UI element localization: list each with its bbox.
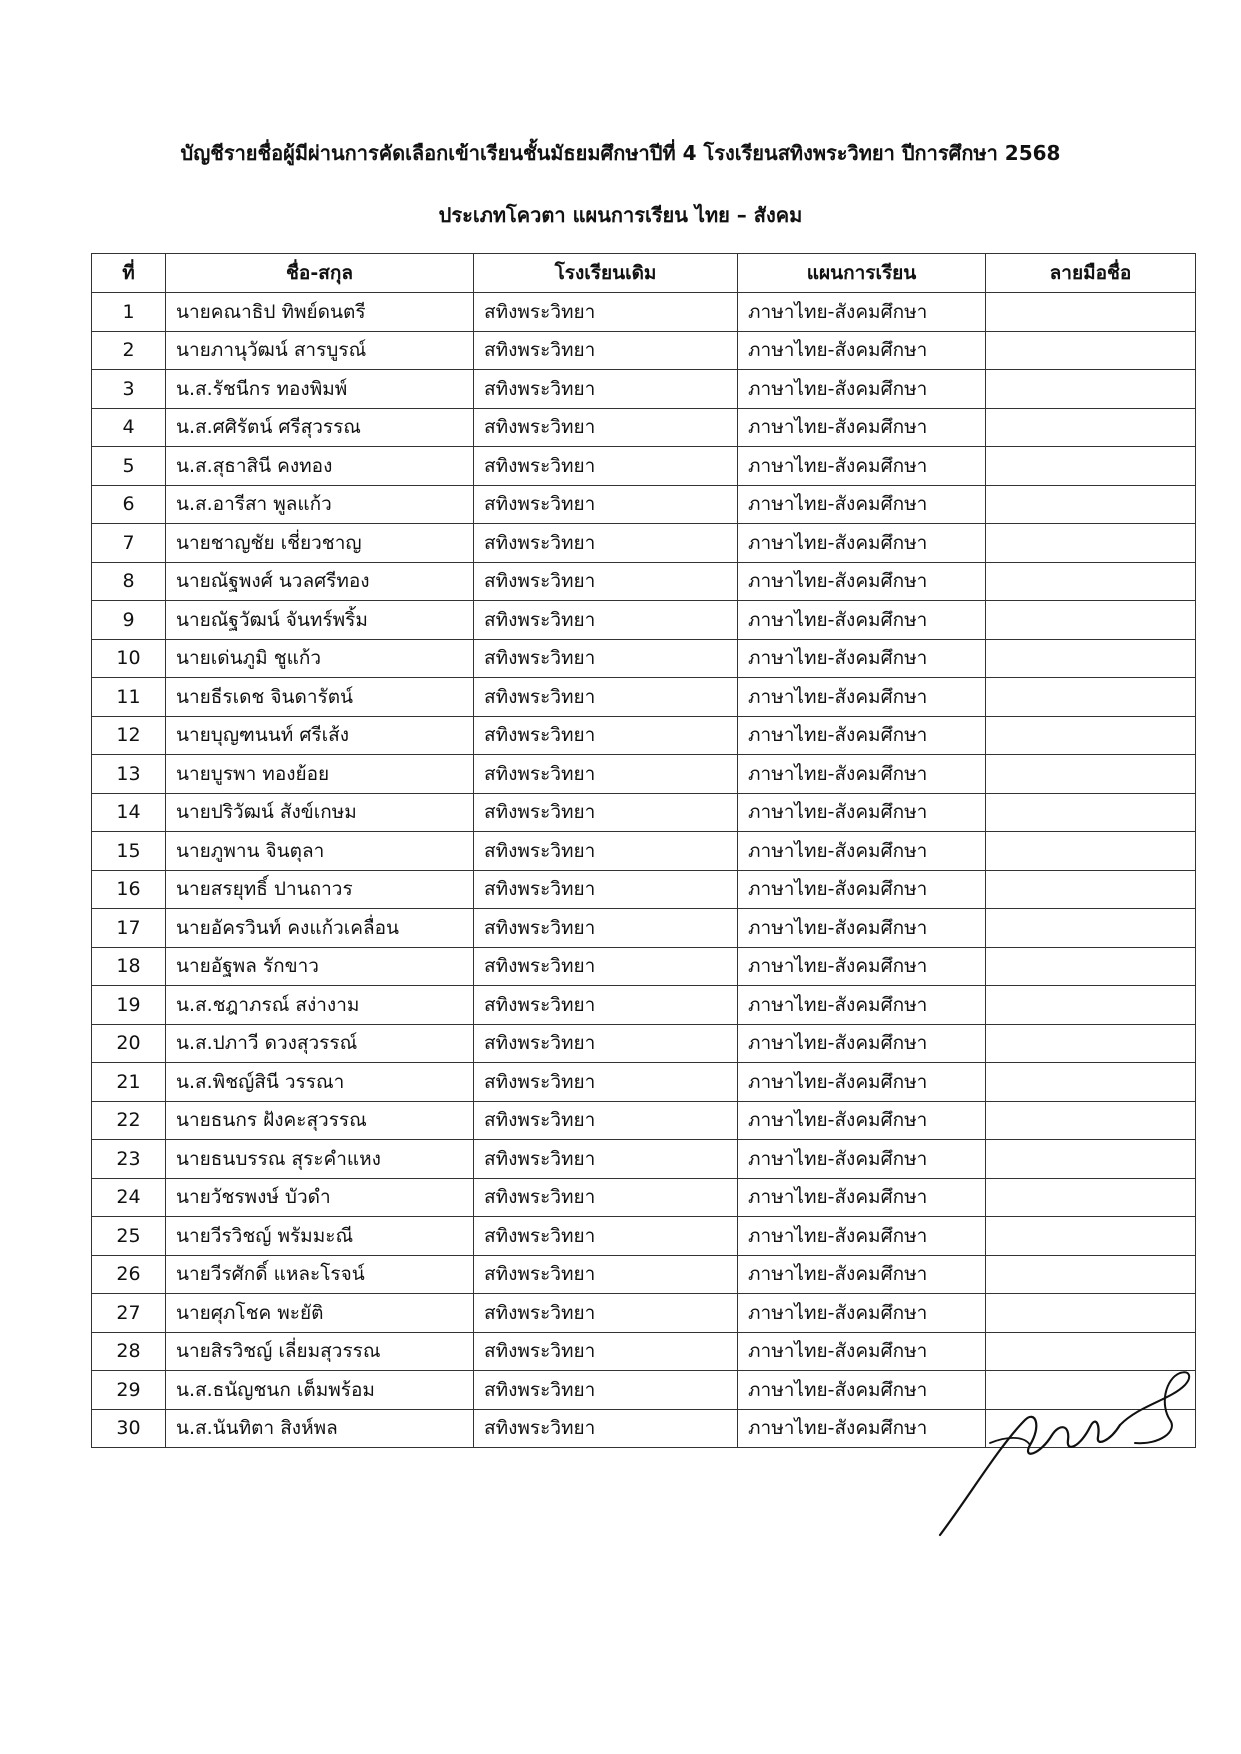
table-row — [92, 408, 1196, 447]
student-name: น.ส.ปภาวี ดวงสุวรรณ์ — [166, 1024, 474, 1063]
study-plan: ภาษาไทย-สังคมศึกษา — [738, 331, 986, 370]
previous-school: สทิงพระวิทยา — [474, 1371, 738, 1410]
previous-school: สทิงพระวิทยา — [474, 370, 738, 409]
student-name: น.ส.อารีสา พูลแก้ว — [166, 485, 474, 524]
table-row — [92, 447, 1196, 486]
table-row — [92, 1255, 1196, 1294]
study-plan: ภาษาไทย-สังคมศึกษา — [738, 1255, 986, 1294]
study-plan: ภาษาไทย-สังคมศึกษา — [738, 1178, 986, 1217]
previous-school: สทิงพระวิทยา — [474, 293, 738, 332]
previous-school: สทิงพระวิทยา — [474, 485, 738, 524]
row-number: 21 — [92, 1063, 166, 1102]
student-name: นายชาญชัย เชี่ยวชาญ — [166, 524, 474, 563]
student-roster-table — [91, 253, 1196, 1448]
previous-school: สทิงพระวิทยา — [474, 601, 738, 640]
previous-school: สทิงพระวิทยา — [474, 832, 738, 871]
signature-cell — [986, 370, 1196, 409]
signature-cell — [986, 1294, 1196, 1333]
student-name: นายวีรวิชญ์ พรัมมะณี — [166, 1217, 474, 1256]
signature-cell — [986, 832, 1196, 871]
student-name: นายภูพาน จินตุลา — [166, 832, 474, 871]
row-number: 26 — [92, 1255, 166, 1294]
study-plan: ภาษาไทย-สังคมศึกษา — [738, 1101, 986, 1140]
student-name: นายอัครวินท์ คงแก้วเคลื่อน — [166, 909, 474, 948]
study-plan: ภาษาไทย-สังคมศึกษา — [738, 870, 986, 909]
signature-cell — [986, 755, 1196, 794]
study-plan: ภาษาไทย-สังคมศึกษา — [738, 447, 986, 486]
study-plan: ภาษาไทย-สังคมศึกษา — [738, 524, 986, 563]
previous-school: สทิงพระวิทยา — [474, 793, 738, 832]
signature-cell — [986, 1024, 1196, 1063]
student-name: น.ส.รัชนีกร ทองพิมพ์ — [166, 370, 474, 409]
row-number: 28 — [92, 1332, 166, 1371]
signature-cell — [986, 716, 1196, 755]
previous-school: สทิงพระวิทยา — [474, 870, 738, 909]
signature-cell — [986, 1063, 1196, 1102]
table-row — [92, 678, 1196, 717]
row-number: 14 — [92, 793, 166, 832]
row-number: 15 — [92, 832, 166, 871]
table-row — [92, 524, 1196, 563]
student-name: นายธนกร ฝังคะสุวรรณ — [166, 1101, 474, 1140]
study-plan: ภาษาไทย-สังคมศึกษา — [738, 909, 986, 948]
study-plan: ภาษาไทย-สังคมศึกษา — [738, 293, 986, 332]
signature-cell — [986, 909, 1196, 948]
previous-school: สทิงพระวิทยา — [474, 755, 738, 794]
previous-school: สทิงพระวิทยา — [474, 1178, 738, 1217]
study-plan: ภาษาไทย-สังคมศึกษา — [738, 408, 986, 447]
signature-cell — [986, 447, 1196, 486]
study-plan: ภาษาไทย-สังคมศึกษา — [738, 986, 986, 1025]
previous-school: สทิงพระวิทยา — [474, 1101, 738, 1140]
study-plan: ภาษาไทย-สังคมศึกษา — [738, 601, 986, 640]
header-name: ชื่อ-สกุล — [166, 254, 474, 293]
table-row — [92, 1101, 1196, 1140]
row-number: 24 — [92, 1178, 166, 1217]
table-row — [92, 1140, 1196, 1179]
previous-school: สทิงพระวิทยา — [474, 1063, 738, 1102]
table-body — [92, 293, 1196, 1448]
row-number: 16 — [92, 870, 166, 909]
student-name: นายวีรศักดิ์ แหละโรจน์ — [166, 1255, 474, 1294]
table-row — [92, 832, 1196, 871]
table-row — [92, 1294, 1196, 1333]
row-number: 10 — [92, 639, 166, 678]
student-name: นายคณาธิป ทิพย์ดนตรี — [166, 293, 474, 332]
row-number: 4 — [92, 408, 166, 447]
table-row — [92, 1178, 1196, 1217]
table-row — [92, 909, 1196, 948]
student-name: นายบูรพา ทองย้อย — [166, 755, 474, 794]
signature-cell — [986, 331, 1196, 370]
student-name: นายศุภโชค พะยัติ — [166, 1294, 474, 1333]
previous-school: สทิงพระวิทยา — [474, 1332, 738, 1371]
study-plan: ภาษาไทย-สังคมศึกษา — [738, 1294, 986, 1333]
study-plan: ภาษาไทย-สังคมศึกษา — [738, 678, 986, 717]
previous-school: สทิงพระวิทยา — [474, 1294, 738, 1333]
row-number: 12 — [92, 716, 166, 755]
signature-cell — [986, 870, 1196, 909]
signature-stroke-3 — [990, 1438, 1030, 1445]
signature-cell — [986, 1217, 1196, 1256]
study-plan: ภาษาไทย-สังคมศึกษา — [738, 485, 986, 524]
student-name: น.ส.พิชญ์สินี วรรณา — [166, 1063, 474, 1102]
table-row — [92, 716, 1196, 755]
signature-cell — [986, 947, 1196, 986]
student-name: น.ส.นันทิตา สิงห์พล — [166, 1409, 474, 1448]
student-name: นายธนบรรณ สุระคำแหง — [166, 1140, 474, 1179]
row-number: 5 — [92, 447, 166, 486]
table-row — [92, 1217, 1196, 1256]
signature-cell — [986, 601, 1196, 640]
previous-school: สทิงพระวิทยา — [474, 909, 738, 948]
signature-cell — [986, 293, 1196, 332]
study-plan: ภาษาไทย-สังคมศึกษา — [738, 716, 986, 755]
previous-school: สทิงพระวิทยา — [474, 1140, 738, 1179]
row-number: 2 — [92, 331, 166, 370]
table-row — [92, 1024, 1196, 1063]
header-plan: แผนการเรียน — [738, 254, 986, 293]
student-name: นายสรยุทธิ์ ปานถาวร — [166, 870, 474, 909]
study-plan: ภาษาไทย-สังคมศึกษา — [738, 1371, 986, 1410]
row-number: 7 — [92, 524, 166, 563]
study-plan: ภาษาไทย-สังคมศึกษา — [738, 1024, 986, 1063]
previous-school: สทิงพระวิทยา — [474, 447, 738, 486]
study-plan: ภาษาไทย-สังคมศึกษา — [738, 1332, 986, 1371]
header-signature: ลายมือชื่อ — [986, 254, 1196, 293]
table-row — [92, 870, 1196, 909]
signature-cell — [986, 793, 1196, 832]
previous-school: สทิงพระวิทยา — [474, 331, 738, 370]
signature-cell — [986, 639, 1196, 678]
table-row — [92, 485, 1196, 524]
student-name: นายณัฐพงศ์ นวลศรีทอง — [166, 562, 474, 601]
signature-cell — [986, 485, 1196, 524]
row-number: 25 — [92, 1217, 166, 1256]
row-number: 9 — [92, 601, 166, 640]
previous-school: สทิงพระวิทยา — [474, 562, 738, 601]
student-name: น.ส.สุธาสินี คงทอง — [166, 447, 474, 486]
previous-school: สทิงพระวิทยา — [474, 1217, 738, 1256]
table-row — [92, 755, 1196, 794]
study-plan: ภาษาไทย-สังคมศึกษา — [738, 793, 986, 832]
previous-school: สทิงพระวิทยา — [474, 1255, 738, 1294]
study-plan: ภาษาไทย-สังคมศึกษา — [738, 1217, 986, 1256]
student-name: นายภานุวัฒน์ สารบูรณ์ — [166, 331, 474, 370]
row-number: 3 — [92, 370, 166, 409]
signature-cell — [986, 1140, 1196, 1179]
table-row — [92, 331, 1196, 370]
table-row — [92, 370, 1196, 409]
table-row — [92, 601, 1196, 640]
row-number: 30 — [92, 1409, 166, 1448]
signature-cell — [986, 1255, 1196, 1294]
table-row — [92, 793, 1196, 832]
previous-school: สทิงพระวิทยา — [474, 947, 738, 986]
student-name: นายปริวัฒน์ สังข์เกษม — [166, 793, 474, 832]
previous-school: สทิงพระวิทยา — [474, 986, 738, 1025]
previous-school: สทิงพระวิทยา — [474, 524, 738, 563]
header-no: ที่ — [92, 254, 166, 293]
row-number: 29 — [92, 1371, 166, 1410]
study-plan: ภาษาไทย-สังคมศึกษา — [738, 639, 986, 678]
study-plan: ภาษาไทย-สังคมศึกษา — [738, 1140, 986, 1179]
signature-stroke-2 — [1120, 1372, 1189, 1443]
study-plan: ภาษาไทย-สังคมศึกษา — [738, 1409, 986, 1448]
student-name: นายธีรเดช จินดารัตน์ — [166, 678, 474, 717]
study-plan: ภาษาไทย-สังคมศึกษา — [738, 947, 986, 986]
document-subtitle: ประเภทโควตา แผนการเรียน ไทย – สังคม — [438, 203, 803, 227]
student-name: นายสิรวิชญ์ เลี่ยมสุวรรณ — [166, 1332, 474, 1371]
study-plan: ภาษาไทย-สังคมศึกษา — [738, 1063, 986, 1102]
row-number: 8 — [92, 562, 166, 601]
signature-cell — [986, 408, 1196, 447]
row-number: 27 — [92, 1294, 166, 1333]
signature-cell — [986, 1101, 1196, 1140]
row-number: 1 — [92, 293, 166, 332]
signature-cell — [986, 678, 1196, 717]
handwritten-signature — [930, 1365, 1210, 1555]
student-name: นายอัฐพล รักขาว — [166, 947, 474, 986]
table-row — [92, 1063, 1196, 1102]
previous-school: สทิงพระวิทยา — [474, 1024, 738, 1063]
table-row — [92, 562, 1196, 601]
signature-stroke-1 — [940, 1417, 1120, 1535]
previous-school: สทิงพระวิทยา — [474, 1409, 738, 1448]
row-number: 20 — [92, 1024, 166, 1063]
row-number: 19 — [92, 986, 166, 1025]
previous-school: สทิงพระวิทยา — [474, 716, 738, 755]
student-name: นายบุญฑนนท์ ศรีเส้ง — [166, 716, 474, 755]
table-row — [92, 986, 1196, 1025]
row-number: 11 — [92, 678, 166, 717]
student-name: นายวัชรพงษ์ บัวดำ — [166, 1178, 474, 1217]
study-plan: ภาษาไทย-สังคมศึกษา — [738, 562, 986, 601]
study-plan: ภาษาไทย-สังคมศึกษา — [738, 832, 986, 871]
signature-cell — [986, 524, 1196, 563]
header-school: โรงเรียนเดิม — [474, 254, 738, 293]
row-number: 22 — [92, 1101, 166, 1140]
student-name: นายเด่นภูมิ ชูแก้ว — [166, 639, 474, 678]
table-header-row — [92, 254, 1196, 293]
study-plan: ภาษาไทย-สังคมศึกษา — [738, 370, 986, 409]
student-name: นายณัฐวัฒน์ จันทร์พริ้ม — [166, 601, 474, 640]
row-number: 13 — [92, 755, 166, 794]
row-number: 17 — [92, 909, 166, 948]
student-name: น.ส.ศศิรัตน์ ศรีสุวรรณ — [166, 408, 474, 447]
signature-cell — [986, 986, 1196, 1025]
table-row — [92, 947, 1196, 986]
row-number: 23 — [92, 1140, 166, 1179]
previous-school: สทิงพระวิทยา — [474, 678, 738, 717]
previous-school: สทิงพระวิทยา — [474, 408, 738, 447]
table-row — [92, 293, 1196, 332]
previous-school: สทิงพระวิทยา — [474, 639, 738, 678]
signature-cell — [986, 1178, 1196, 1217]
row-number: 6 — [92, 485, 166, 524]
table-row — [92, 639, 1196, 678]
row-number: 18 — [92, 947, 166, 986]
study-plan: ภาษาไทย-สังคมศึกษา — [738, 755, 986, 794]
document-title: บัญชีรายชื่อผู้มีผ่านการคัดเลือกเข้าเรียนชั้นมัธยมศึกษาปีที่ 4 โรงเรียนสทิงพระวิทยา ปีการศึกษา 2568 — [180, 141, 1061, 165]
student-name: น.ส.ธนัญชนก เต็มพร้อม — [166, 1371, 474, 1410]
student-name: น.ส.ชฎาภรณ์ สง่างาม — [166, 986, 474, 1025]
signature-cell — [986, 562, 1196, 601]
